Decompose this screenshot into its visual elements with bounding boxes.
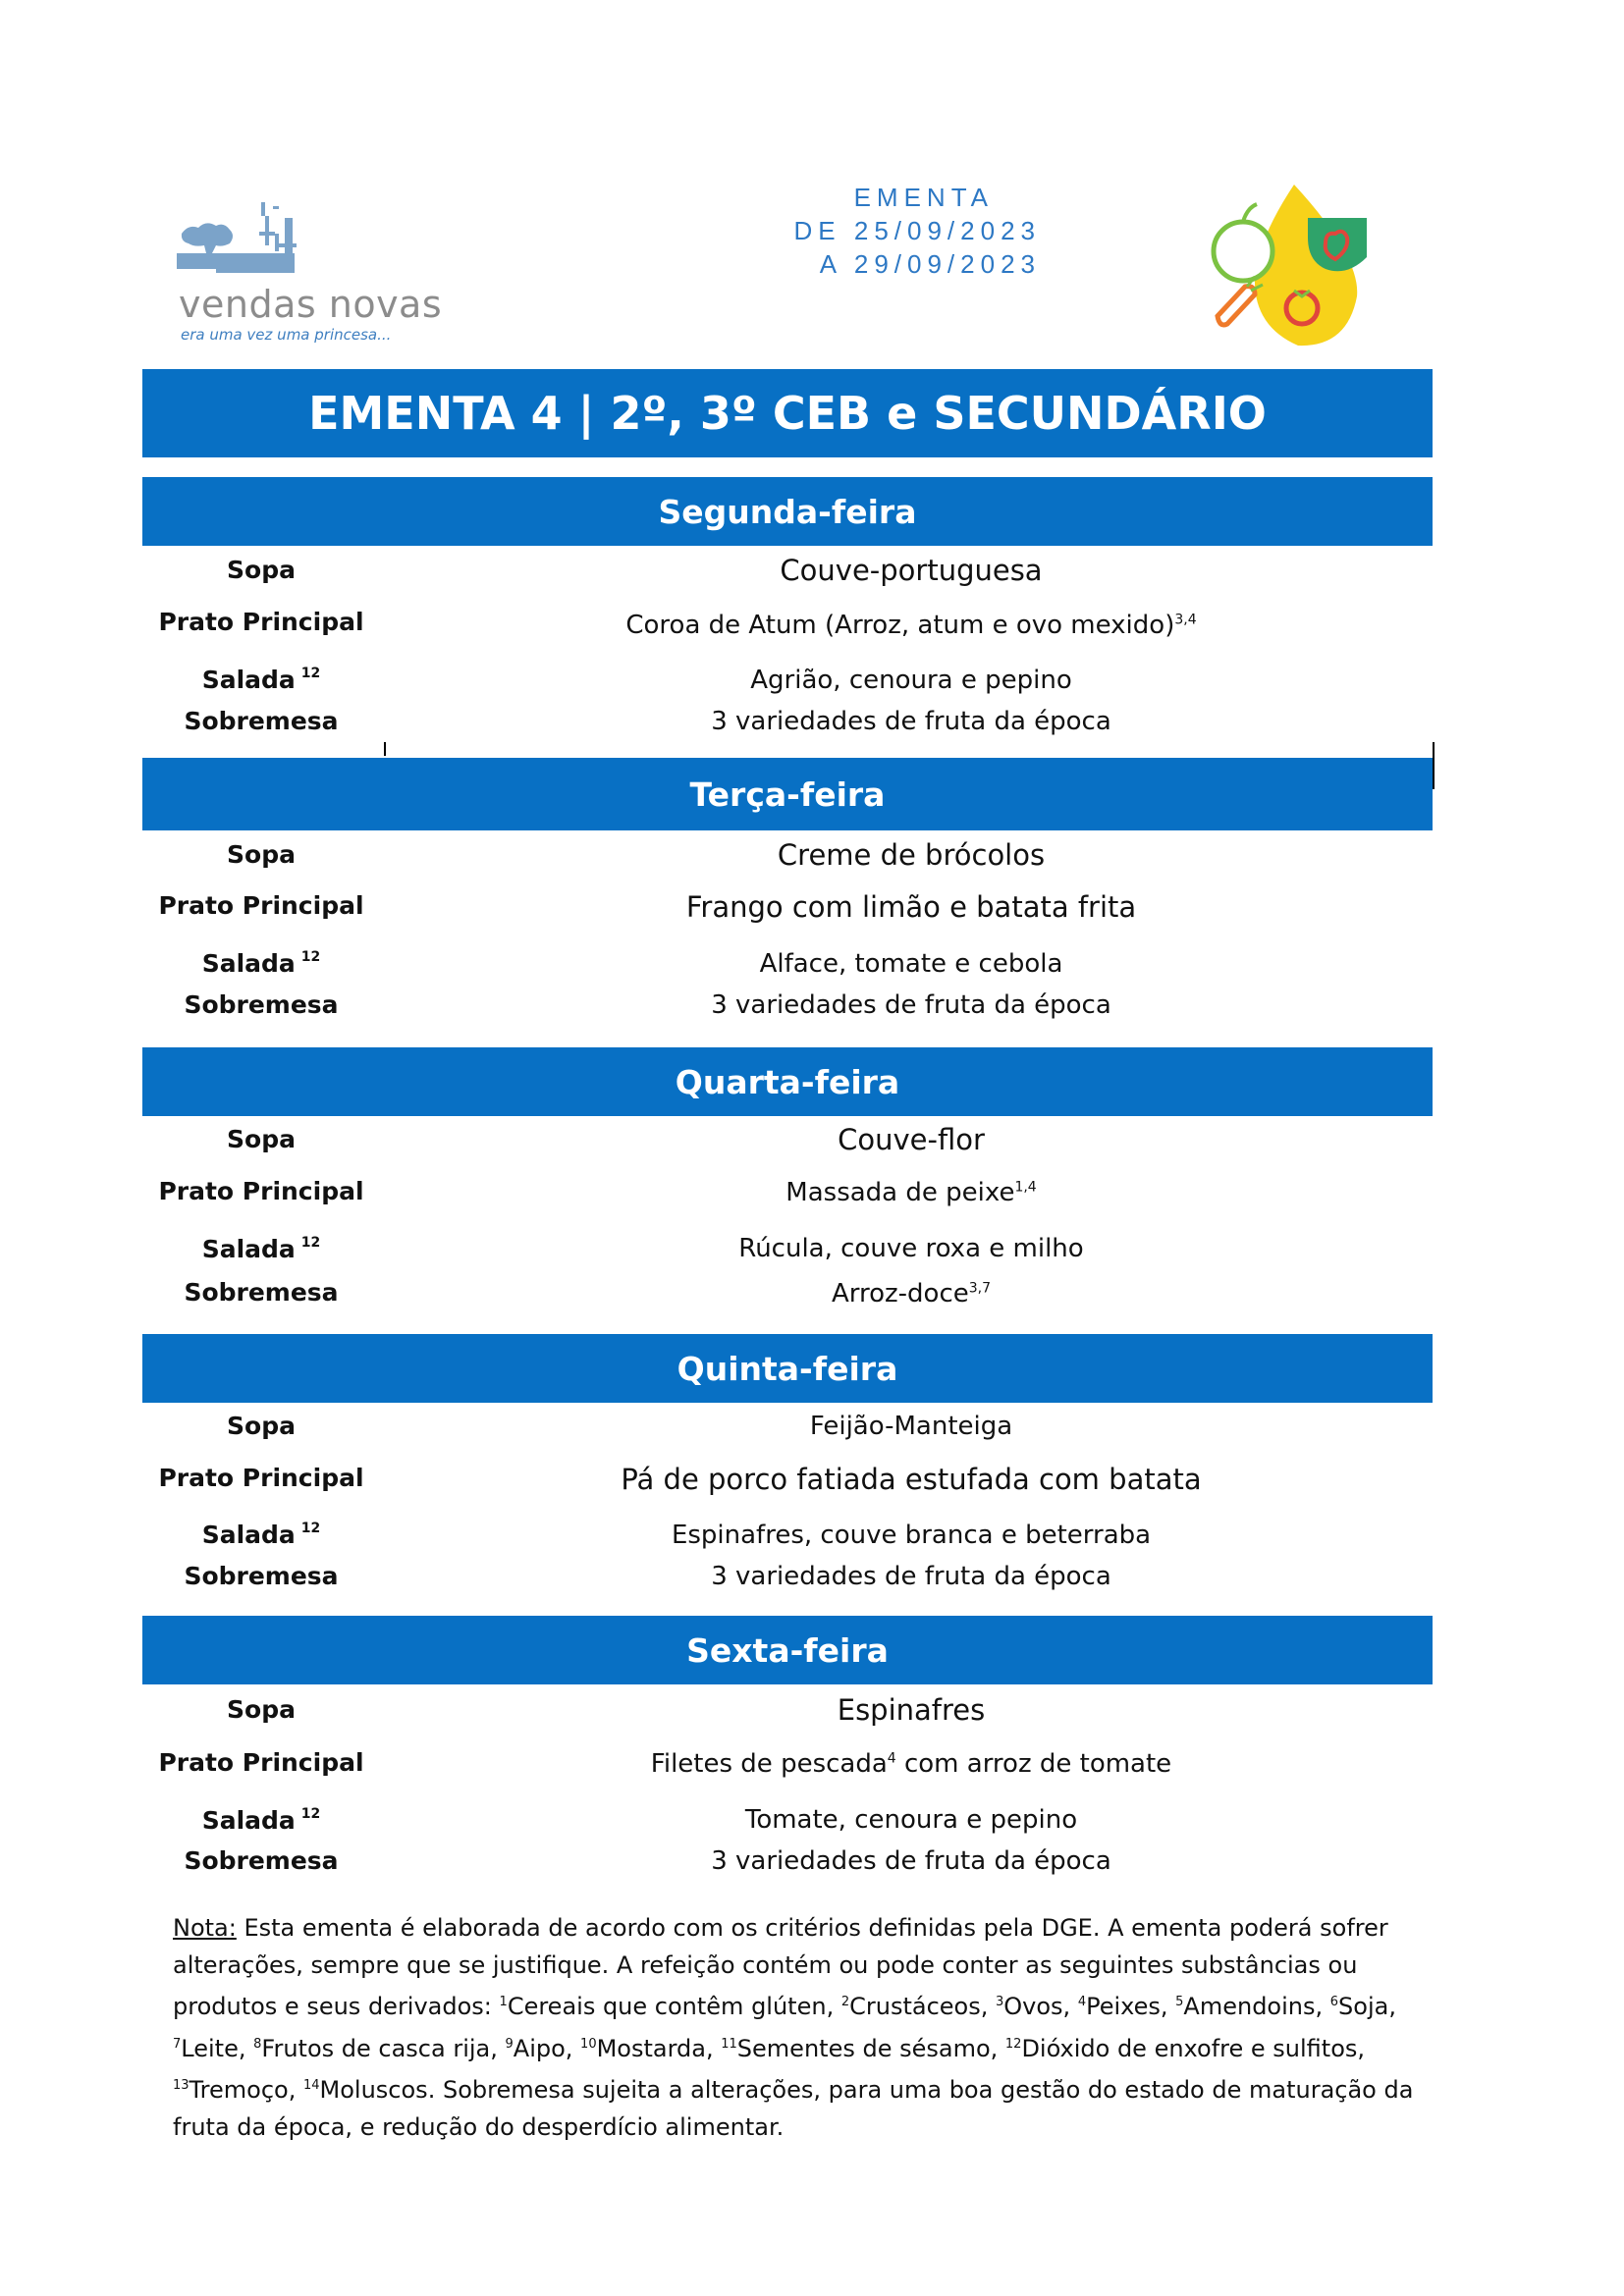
label-sobremesa: Sobremesa [184, 1278, 339, 1307]
label-sobremesa: Sobremesa [184, 1562, 339, 1590]
wednesday-sobremesa-allergens: 3,7 [968, 1280, 992, 1297]
label-prato: Prato Principal [158, 891, 364, 920]
day-header-monday: Segunda-feira [142, 477, 1433, 546]
allergen-number: 8 [253, 2036, 262, 2052]
allergen-item: Dióxido de enxofre e sulfitos, [1021, 2034, 1366, 2062]
tuesday-prato: Frango com limão e batata frita [685, 890, 1137, 924]
label-sopa: Sopa [227, 556, 296, 584]
friday-prato [518, 1749, 1304, 1779]
healthy-food-drop-icon [1200, 179, 1367, 355]
vendas-novas-logo-icon [177, 196, 324, 285]
monday-prato [518, 611, 1304, 640]
label-sobremesa: Sobremesa [184, 707, 339, 735]
header-line-ementa: EMENTA [853, 183, 994, 212]
wednesday-prato [518, 1178, 1304, 1207]
allergen-number: 9 [505, 2036, 514, 2052]
allergen-item: Aipo, [513, 2034, 581, 2062]
thursday-sopa: Feijão-Manteiga [809, 1412, 1013, 1441]
menu-title: EMENTA 4 | 2º, 3º CEB e SECUNDÁRIO [142, 369, 1433, 457]
wednesday-sobremesa [518, 1279, 1304, 1308]
monday-salada: Agrião, cenoura e pepino [750, 666, 1072, 695]
table-border-tick [1433, 742, 1435, 789]
label-salada [128, 1521, 395, 1549]
label-salada-text: Salada [201, 1235, 296, 1263]
allergen-item: Ovos, [1003, 1993, 1078, 2020]
friday-sobremesa: 3 variedades de fruta da época [711, 1846, 1111, 1876]
allergen-item: Sementes de sésamo, [736, 2034, 1005, 2062]
allergen-number: 6 [1329, 1995, 1339, 2009]
note-label: Nota: [173, 1914, 237, 1942]
healthy-food-drop-logo [1200, 179, 1367, 355]
allergen-item: Moluscos. [319, 2076, 436, 2104]
label-salada [128, 1235, 395, 1263]
allergen-number: 11 [721, 2036, 737, 2052]
label-prato: Prato Principal [158, 1464, 364, 1492]
label-prato: Prato Principal [158, 608, 364, 636]
allergen-item: Peixes, [1086, 1993, 1176, 2020]
vendas-novas-logo [177, 196, 442, 353]
label-sopa: Sopa [227, 840, 296, 869]
label-sobremesa: Sobremesa [184, 1846, 339, 1875]
friday-prato-text-b: com arroz de tomate [895, 1749, 1172, 1779]
allergen-item: Mostarda, [596, 2034, 722, 2062]
label-salada-text: Salada [201, 1806, 296, 1835]
label-prato: Prato Principal [158, 1748, 364, 1777]
allergen-number: 12 [1004, 2036, 1022, 2052]
friday-sopa: Espinafres [837, 1693, 986, 1727]
day-header-friday: Sexta-feira [142, 1616, 1433, 1684]
monday-prato-allergens: 3,4 [1174, 612, 1197, 628]
allergen-item: Amendoins, [1183, 1993, 1330, 2020]
table-border-tick [384, 742, 386, 756]
label-salada-text: Salada [201, 666, 296, 694]
allergen-item: Cereais que contêm glúten, [507, 1993, 841, 2020]
note-intro: Esta ementa é elaborada de acordo com os critérios definidas pela DGE. A ementa poderá sofrer alterações, sempre que se justifique. A refeição contém ou pode conter as seguintes substâncias ou produtos e seus derivados: [173, 1914, 1388, 2020]
monday-sopa: Couve-portuguesa [780, 554, 1043, 587]
tuesday-sobremesa: 3 variedades de fruta da época [711, 990, 1111, 1020]
allergen-number: 10 [580, 2036, 597, 2052]
allergen-item: Leite, [181, 2034, 254, 2062]
label-sopa: Sopa [227, 1412, 296, 1440]
allergen-number: 3 [995, 1995, 1004, 2009]
allergen-note [173, 1910, 1439, 2146]
header-line-to: A 29/09/2023 [819, 249, 1041, 279]
day-header-wednesday: Quarta-feira [142, 1047, 1433, 1116]
friday-prato-text-a: Filetes de pescada [650, 1749, 888, 1779]
label-salada-allergen: 12 [300, 948, 321, 965]
wednesday-salada: Rúcula, couve roxa e milho [738, 1234, 1084, 1263]
label-sopa: Sopa [227, 1695, 296, 1724]
label-salada-text: Salada [201, 1521, 296, 1549]
allergen-number: 14 [302, 2078, 320, 2093]
friday-prato-allergens: 4 [887, 1750, 896, 1767]
allergen-item: Frutos de casca rija, [261, 2034, 506, 2062]
label-salada [128, 1806, 395, 1835]
allergen-number: 1 [499, 1995, 508, 2009]
brand-name: vendas novas [179, 283, 443, 326]
thursday-prato: Pá de porco fatiada estufada com batata [621, 1463, 1202, 1496]
wednesday-sobremesa-text: Arroz-doce [831, 1279, 969, 1308]
label-salada [128, 666, 395, 694]
friday-salada: Tomate, cenoura e pepino [744, 1805, 1078, 1835]
label-sobremesa: Sobremesa [184, 990, 339, 1019]
tuesday-salada: Alface, tomate e cebola [759, 949, 1063, 979]
label-salada-allergen: 12 [300, 1234, 321, 1251]
allergen-number: 5 [1175, 1995, 1184, 2009]
header-line-from: DE 25/09/2023 [793, 216, 1041, 245]
tuesday-sopa: Creme de brócolos [777, 838, 1046, 872]
wednesday-prato-text: Massada de peixe [785, 1178, 1015, 1207]
wednesday-sopa: Couve-flor [838, 1123, 985, 1156]
allergen-item: Soja, [1338, 1993, 1396, 2020]
label-salada [128, 949, 395, 978]
allergen-number: 2 [840, 1995, 850, 2009]
allergen-number: 13 [173, 2078, 189, 2093]
monday-sobremesa: 3 variedades de fruta da época [711, 707, 1111, 736]
day-header-thursday: Quinta-feira [142, 1334, 1433, 1403]
thursday-sobremesa: 3 variedades de fruta da época [711, 1562, 1111, 1591]
brand-tagline: era uma vez uma princesa... [181, 326, 392, 344]
menu-dates-header [727, 181, 1041, 281]
allergen-item: Crustáceos, [849, 1993, 996, 2020]
label-salada-allergen: 12 [300, 1805, 321, 1822]
allergen-item: Tremoço, [189, 2076, 303, 2104]
label-salada-allergen: 12 [300, 1520, 321, 1536]
label-sopa: Sopa [227, 1125, 296, 1153]
label-salada-allergen: 12 [300, 665, 321, 681]
allergen-number: 7 [173, 2036, 182, 2052]
label-prato: Prato Principal [158, 1177, 364, 1205]
label-salada-text: Salada [201, 949, 296, 978]
thursday-salada: Espinafres, couve branca e beterraba [671, 1521, 1152, 1550]
day-header-tuesday: Terça-feira [142, 758, 1433, 830]
wednesday-prato-allergens: 1,4 [1014, 1179, 1037, 1196]
monday-prato-text: Coroa de Atum (Arroz, atum e ovo mexido) [625, 611, 1175, 640]
allergen-number: 4 [1077, 1995, 1087, 2009]
note-outro: Sobremesa sujeita a alterações, para uma boa gestão do estado de maturação da fruta da época, e redução do desperdício alimentar. [173, 2076, 1414, 2141]
